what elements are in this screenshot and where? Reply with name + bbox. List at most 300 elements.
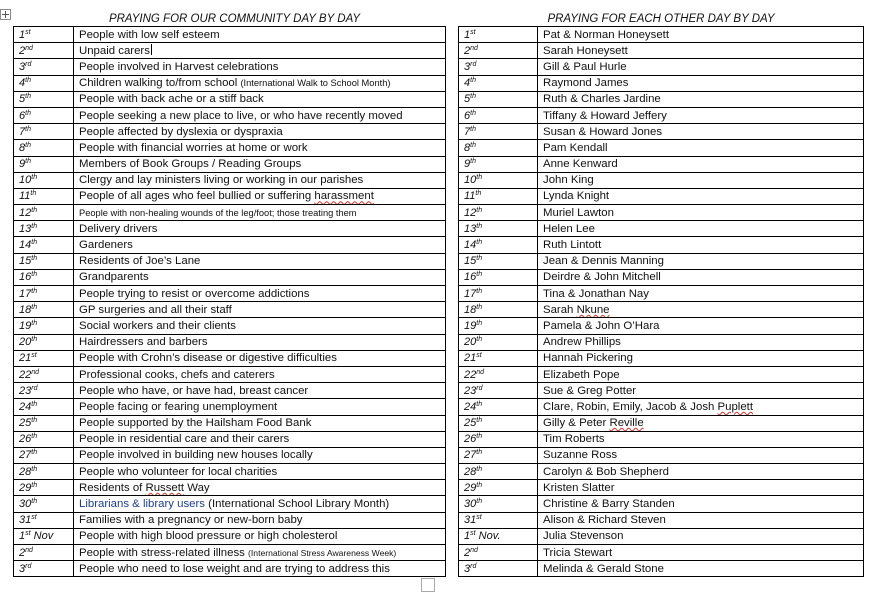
- prayer-subject-cell[interactable]: [74, 59, 446, 75]
- prayer-subject-cell[interactable]: [538, 496, 864, 512]
- day-cell[interactable]: [14, 545, 74, 561]
- prayer-subject-cell[interactable]: [538, 59, 864, 75]
- table-row: [459, 415, 864, 431]
- prayer-subject-cell[interactable]: [538, 237, 864, 253]
- table-move-handle[interactable]: [0, 9, 11, 20]
- table-row: [14, 431, 446, 447]
- day-number: 19: [19, 319, 32, 332]
- spelling-flagged-word: Nkune: [576, 303, 610, 316]
- day-cell[interactable]: [14, 107, 74, 123]
- prayer-subject-cell[interactable]: [74, 172, 446, 188]
- day-cell[interactable]: [459, 269, 538, 285]
- prayer-subject-cell[interactable]: [538, 350, 864, 366]
- prayer-subject: Sarah: [543, 303, 577, 316]
- table-row: [14, 528, 446, 544]
- awareness-note: (International Stress Awareness Week): [248, 547, 397, 558]
- day-cell[interactable]: [14, 383, 74, 399]
- prayer-subject-cell[interactable]: [538, 415, 864, 431]
- prayer-subject-cell[interactable]: [538, 286, 864, 302]
- table-row: [459, 286, 864, 302]
- prayer-subject-cell[interactable]: [74, 124, 446, 140]
- day-number: 3: [464, 60, 471, 73]
- day-cell[interactable]: [14, 91, 74, 107]
- table-row: [459, 496, 864, 512]
- day-cell[interactable]: [14, 221, 74, 237]
- table-row: [459, 140, 864, 156]
- prayer-subject-cell[interactable]: [74, 383, 446, 399]
- prayer-subject: People with financial worries at home or work: [79, 141, 308, 154]
- day-suffix: th: [470, 158, 476, 166]
- day-suffix: st: [25, 530, 31, 538]
- day-cell[interactable]: [459, 302, 538, 318]
- day-suffix: th: [470, 125, 476, 133]
- day-cell[interactable]: [459, 480, 538, 496]
- prayer-subject-cell[interactable]: [538, 366, 864, 382]
- table-row: [14, 253, 446, 269]
- prayer-subject: Tricia Stewart: [543, 546, 613, 559]
- prayer-subject-cell[interactable]: [74, 464, 446, 480]
- day-suffix: st: [31, 514, 37, 522]
- table-row: [14, 480, 446, 496]
- day-number: 7: [19, 125, 26, 138]
- day-suffix: nd: [31, 368, 40, 376]
- day-cell[interactable]: [14, 43, 74, 59]
- day-suffix: th: [476, 287, 483, 295]
- prayer-subject-cell[interactable]: [538, 205, 864, 221]
- day-cell[interactable]: [14, 188, 74, 204]
- day-suffix: rd: [25, 60, 32, 68]
- day-number: 17: [19, 287, 32, 300]
- prayer-subject-cell[interactable]: [538, 545, 864, 561]
- day-number: 18: [464, 303, 477, 316]
- prayer-subject: People who volunteer for local charities: [79, 465, 278, 478]
- prayer-subject-cell[interactable]: [74, 107, 446, 123]
- prayer-subject-cell[interactable]: [538, 318, 864, 334]
- prayer-subject: Clergy and lay ministers living or working in our parishes: [79, 174, 364, 187]
- day-number: 13: [464, 222, 477, 235]
- prayer-subject: Kristen Slatter: [543, 481, 615, 494]
- day-suffix: st: [31, 352, 37, 360]
- day-number: 10: [464, 174, 477, 187]
- table-row: [459, 75, 864, 91]
- day-suffix: th: [476, 417, 483, 425]
- table-row: [459, 107, 864, 123]
- day-cell[interactable]: [14, 366, 74, 382]
- prayer-subject: People with Crohn’s disease or digestive difficulties: [79, 352, 337, 365]
- day-number: 22: [464, 368, 477, 381]
- day-cell[interactable]: [459, 528, 538, 544]
- day-number: 23: [464, 384, 477, 397]
- day-cell[interactable]: [14, 75, 74, 91]
- prayer-subject: John King: [543, 174, 594, 187]
- day-suffix: nd: [476, 368, 485, 376]
- table-row: [14, 172, 446, 188]
- day-number: 27: [464, 449, 477, 462]
- prayer-subject-cell[interactable]: [74, 221, 446, 237]
- prayer-subject: Members of Book Groups / Reading Groups: [79, 158, 302, 171]
- day-cell[interactable]: [459, 334, 538, 350]
- each-other-prayer-section: [458, 12, 864, 577]
- prayer-subject-cell[interactable]: [538, 334, 864, 350]
- community-table-title: PRAYING FOR OUR COMMUNITY DAY BY DAY: [108, 13, 361, 25]
- prayer-subject-cell[interactable]: [74, 91, 446, 107]
- day-cell[interactable]: [459, 286, 538, 302]
- day-cell[interactable]: [459, 124, 538, 140]
- prayer-subject: Residents of Joe’s Lane: [79, 255, 201, 268]
- day-cell[interactable]: [459, 415, 538, 431]
- day-cell[interactable]: [14, 286, 74, 302]
- day-number: 2: [464, 546, 471, 559]
- prayer-subject-cell[interactable]: [538, 27, 864, 43]
- prayer-subject-cell[interactable]: [74, 43, 446, 59]
- prayer-subject-cell[interactable]: [538, 512, 864, 528]
- prayer-subject: Pam Kendall: [543, 141, 608, 154]
- day-number: 28: [464, 465, 477, 478]
- day-suffix: th: [31, 481, 38, 489]
- day-number: 16: [19, 271, 32, 284]
- day-suffix: th: [476, 400, 483, 408]
- day-cell[interactable]: [459, 237, 538, 253]
- day-number: 24: [19, 400, 32, 413]
- prayer-subject: Andrew Phillips: [543, 336, 621, 349]
- prayer-subject-cell[interactable]: [74, 561, 446, 577]
- day-cell[interactable]: [14, 59, 74, 75]
- day-number: 9: [464, 158, 471, 171]
- day-cell[interactable]: [459, 383, 538, 399]
- day-cell[interactable]: [14, 302, 74, 318]
- day-month: Nov.: [475, 530, 501, 543]
- day-cell[interactable]: [459, 561, 538, 577]
- prayer-subject-cell[interactable]: [538, 156, 864, 172]
- prayer-subject-cell[interactable]: [538, 221, 864, 237]
- prayer-subject: Elizabeth Pope: [543, 368, 620, 381]
- prayer-subject-cell[interactable]: [538, 464, 864, 480]
- day-suffix: th: [25, 109, 31, 117]
- day-cell[interactable]: [459, 172, 538, 188]
- table-row: [459, 237, 864, 253]
- day-suffix: th: [25, 141, 31, 149]
- day-cell[interactable]: [459, 107, 538, 123]
- prayer-subject-cell[interactable]: [74, 496, 446, 512]
- day-cell[interactable]: [14, 269, 74, 285]
- day-cell[interactable]: [14, 140, 74, 156]
- day-number: 2: [464, 44, 471, 57]
- prayer-subject-cell[interactable]: [74, 350, 446, 366]
- day-cell[interactable]: [459, 545, 538, 561]
- day-number: 16: [464, 271, 477, 284]
- day-cell[interactable]: [14, 27, 74, 43]
- prayer-subject-cell[interactable]: [74, 156, 446, 172]
- prayer-subject-cell[interactable]: [74, 447, 446, 463]
- prayer-subject-cell[interactable]: [74, 399, 446, 415]
- prayer-subject: People involved in building new houses locally: [79, 449, 313, 462]
- prayer-subject: People seeking a new place to live, or who have recently moved: [79, 109, 403, 122]
- day-number: 28: [19, 465, 32, 478]
- prayer-subject-cell[interactable]: [74, 318, 446, 334]
- table-row: [459, 302, 864, 318]
- day-cell[interactable]: [14, 496, 74, 512]
- day-suffix: th: [31, 271, 38, 279]
- day-number: 24: [464, 400, 477, 413]
- table-row: [459, 269, 864, 285]
- day-cell[interactable]: [459, 59, 538, 75]
- prayer-subject-cell[interactable]: [538, 480, 864, 496]
- day-cell[interactable]: [14, 318, 74, 334]
- prayer-subject-cell[interactable]: [74, 334, 446, 350]
- day-suffix: th: [476, 271, 483, 279]
- day-number: 15: [464, 255, 477, 268]
- day-cell[interactable]: [14, 334, 74, 350]
- day-suffix: st: [476, 352, 482, 360]
- prayer-subject: Delivery drivers: [79, 222, 158, 235]
- day-suffix: th: [30, 190, 37, 198]
- prayer-subject-cell[interactable]: [74, 415, 446, 431]
- prayer-subject-cell[interactable]: [74, 27, 446, 43]
- day-cell[interactable]: [14, 415, 74, 431]
- prayer-subject-cell[interactable]: [74, 253, 446, 269]
- day-cell[interactable]: [14, 350, 74, 366]
- prayer-subject: People involved in Harvest celebrations: [79, 60, 279, 73]
- prayer-subject-cell[interactable]: [538, 75, 864, 91]
- day-suffix: th: [31, 465, 38, 473]
- day-cell[interactable]: [459, 496, 538, 512]
- day-number: 5: [19, 93, 26, 106]
- day-suffix: th: [476, 465, 483, 473]
- prayer-subject-cell[interactable]: [538, 302, 864, 318]
- prayer-subject-cell[interactable]: [538, 399, 864, 415]
- day-cell[interactable]: [14, 156, 74, 172]
- day-cell[interactable]: [14, 512, 74, 528]
- table-row: [14, 286, 446, 302]
- prayer-subject: Tim Roberts: [543, 433, 605, 446]
- prayer-subject-cell[interactable]: [538, 528, 864, 544]
- day-cell[interactable]: [459, 431, 538, 447]
- prayer-subject-cell[interactable]: [538, 431, 864, 447]
- prayer-subject-cell[interactable]: [74, 480, 446, 496]
- day-cell[interactable]: [459, 447, 538, 463]
- prayer-subject-cell[interactable]: [538, 253, 864, 269]
- day-suffix: nd: [470, 44, 478, 52]
- day-suffix: th: [25, 93, 31, 101]
- day-number: 3: [19, 562, 26, 575]
- spelling-flagged-word: Russett: [145, 481, 185, 494]
- prayer-subject-cell[interactable]: [74, 75, 446, 91]
- day-suffix: th: [31, 255, 38, 263]
- prayer-subject-cell[interactable]: [538, 188, 864, 204]
- day-number: 26: [464, 433, 477, 446]
- day-suffix: th: [25, 158, 31, 166]
- prayer-subject: People facing or fearing unemployment: [79, 400, 278, 413]
- prayer-subject-cell[interactable]: [74, 140, 446, 156]
- prayer-subject-cell[interactable]: [538, 561, 864, 577]
- prayer-subject: Alison & Richard Steven: [543, 514, 666, 527]
- table-row: [14, 269, 446, 285]
- table-row: [459, 399, 864, 415]
- prayer-subject-cell[interactable]: [74, 545, 446, 561]
- day-number: 12: [464, 206, 477, 219]
- day-number: 20: [19, 336, 32, 349]
- day-cell[interactable]: [14, 399, 74, 415]
- day-number: 4: [19, 77, 26, 90]
- prayer-subject-cell[interactable]: [538, 269, 864, 285]
- day-cell[interactable]: [459, 350, 538, 366]
- spelling-flagged-word: Reville: [609, 417, 644, 430]
- prayer-subject: Unpaid carers: [79, 44, 150, 57]
- table-row: [14, 59, 446, 75]
- day-cell[interactable]: [459, 318, 538, 334]
- day-cell[interactable]: [459, 188, 538, 204]
- prayer-subject-cell[interactable]: [74, 366, 446, 382]
- day-cell[interactable]: [14, 172, 74, 188]
- day-cell[interactable]: [459, 366, 538, 382]
- day-cell[interactable]: [14, 528, 74, 544]
- day-number: 26: [19, 433, 32, 446]
- day-number: 13: [19, 222, 32, 235]
- day-number: 25: [464, 417, 477, 430]
- awareness-note: (International Walk to School Month): [240, 78, 391, 89]
- table-row: [14, 140, 446, 156]
- day-number: 20: [464, 336, 477, 349]
- prayer-subject-cell[interactable]: [538, 91, 864, 107]
- table-row: [459, 464, 864, 480]
- day-cell[interactable]: [459, 512, 538, 528]
- day-cell[interactable]: [459, 464, 538, 480]
- table-row: [459, 350, 864, 366]
- prayer-subject: Susan & Howard Jones: [543, 125, 663, 138]
- prayer-subject-cell[interactable]: [538, 107, 864, 123]
- day-number: 1: [464, 530, 471, 543]
- day-suffix: rd: [470, 562, 477, 570]
- prayer-subject: Hairdressers and barbers: [79, 336, 208, 349]
- day-cell[interactable]: [14, 447, 74, 463]
- day-cell[interactable]: [459, 140, 538, 156]
- day-cell[interactable]: [459, 399, 538, 415]
- prayer-subject: People with high blood pressure or high cholesterol: [79, 530, 338, 543]
- prayer-subject-cell[interactable]: [74, 237, 446, 253]
- table-row: [14, 91, 446, 107]
- day-suffix: th: [476, 433, 483, 441]
- prayer-subject-cell[interactable]: [74, 528, 446, 544]
- day-cell[interactable]: [459, 43, 538, 59]
- table-row: [14, 399, 446, 415]
- table-row: [14, 383, 446, 399]
- prayer-subject: People who have, or have had, breast cancer: [79, 384, 309, 397]
- table-row: [459, 334, 864, 350]
- prayer-subject: Social workers and their clients: [79, 319, 237, 332]
- day-suffix: th: [476, 481, 483, 489]
- day-suffix: nd: [25, 546, 33, 554]
- prayer-subject-cell[interactable]: [74, 512, 446, 528]
- day-number: 25: [19, 417, 32, 430]
- prayer-subject-cell[interactable]: [74, 302, 446, 318]
- paragraph-end-marker: [421, 578, 435, 592]
- day-cell[interactable]: [459, 75, 538, 91]
- day-number: 21: [19, 352, 32, 365]
- day-number: 14: [19, 239, 32, 252]
- day-number: 12: [19, 206, 32, 219]
- prayer-subject-cell[interactable]: [538, 124, 864, 140]
- prayer-subject: Helen Lee: [543, 222, 595, 235]
- day-number: 9: [19, 158, 26, 171]
- day-cell[interactable]: [459, 91, 538, 107]
- prayer-subject-cell[interactable]: [538, 383, 864, 399]
- prayer-subject: Tiffany & Howard Jeffery: [543, 109, 667, 122]
- day-number: 18: [19, 303, 32, 316]
- prayer-subject: Sue & Greg Potter: [543, 384, 637, 397]
- day-suffix: th: [31, 222, 38, 230]
- day-cell[interactable]: [14, 431, 74, 447]
- table-row: [459, 59, 864, 75]
- day-number: 4: [464, 77, 471, 90]
- table-row: [459, 253, 864, 269]
- day-cell[interactable]: [459, 156, 538, 172]
- day-suffix: th: [476, 174, 483, 182]
- day-cell[interactable]: [14, 480, 74, 496]
- table-row: [459, 383, 864, 399]
- prayer-subject-cell[interactable]: [74, 431, 446, 447]
- table-row: [14, 545, 446, 561]
- prayer-subject: Gilly & Peter: [543, 417, 610, 430]
- day-cell[interactable]: [14, 561, 74, 577]
- day-suffix: rd: [31, 384, 38, 392]
- each-other-table-title: PRAYING FOR EACH OTHER DAY BY DAY: [547, 13, 775, 25]
- day-number: 5: [464, 93, 471, 106]
- day-suffix: rd: [470, 60, 477, 68]
- prayer-subject-cell[interactable]: [538, 43, 864, 59]
- prayer-subject: People affected by dyslexia or dyspraxia: [79, 125, 283, 138]
- table-row: [14, 318, 446, 334]
- prayer-subject: Hannah Pickering: [543, 352, 633, 365]
- table-row: [459, 366, 864, 382]
- day-suffix: th: [31, 498, 38, 506]
- day-number: 8: [464, 141, 471, 154]
- prayer-subject: Tina & Jonathan Nay: [543, 287, 649, 300]
- day-suffix: rd: [25, 562, 32, 570]
- prayer-subject-cell[interactable]: [538, 447, 864, 463]
- prayer-subject-cell[interactable]: [538, 140, 864, 156]
- table-row: [14, 561, 446, 577]
- day-cell[interactable]: [459, 205, 538, 221]
- day-suffix: th: [476, 239, 483, 247]
- day-cell[interactable]: [459, 253, 538, 269]
- day-suffix: th: [476, 319, 483, 327]
- table-row: [14, 496, 446, 512]
- day-number: 1: [19, 530, 26, 543]
- prayer-subject-cell[interactable]: [74, 188, 446, 204]
- prayer-subject-cell[interactable]: [538, 172, 864, 188]
- prayer-subject-cell[interactable]: [74, 286, 446, 302]
- spelling-flagged-word: harassment: [314, 190, 374, 203]
- day-cell[interactable]: [14, 464, 74, 480]
- prayer-subject-cell[interactable]: [74, 205, 446, 221]
- table-row: [14, 464, 446, 480]
- prayer-subject: Pamela & John O’Hara: [543, 319, 660, 332]
- prayer-subject: Grandparents: [79, 271, 149, 284]
- day-cell[interactable]: [14, 237, 74, 253]
- day-number: 31: [464, 514, 477, 527]
- prayer-subject: People with stress-related illness: [79, 546, 249, 559]
- day-cell[interactable]: [459, 27, 538, 43]
- prayer-subject: Melinda & Gerald Stone: [543, 562, 664, 575]
- table-row: [14, 27, 446, 43]
- day-cell[interactable]: [14, 124, 74, 140]
- day-cell[interactable]: [459, 221, 538, 237]
- prayer-subject-cell[interactable]: [74, 269, 446, 285]
- day-suffix: th: [476, 222, 483, 230]
- day-cell[interactable]: [14, 253, 74, 269]
- day-cell[interactable]: [14, 205, 74, 221]
- day-suffix: th: [475, 190, 482, 198]
